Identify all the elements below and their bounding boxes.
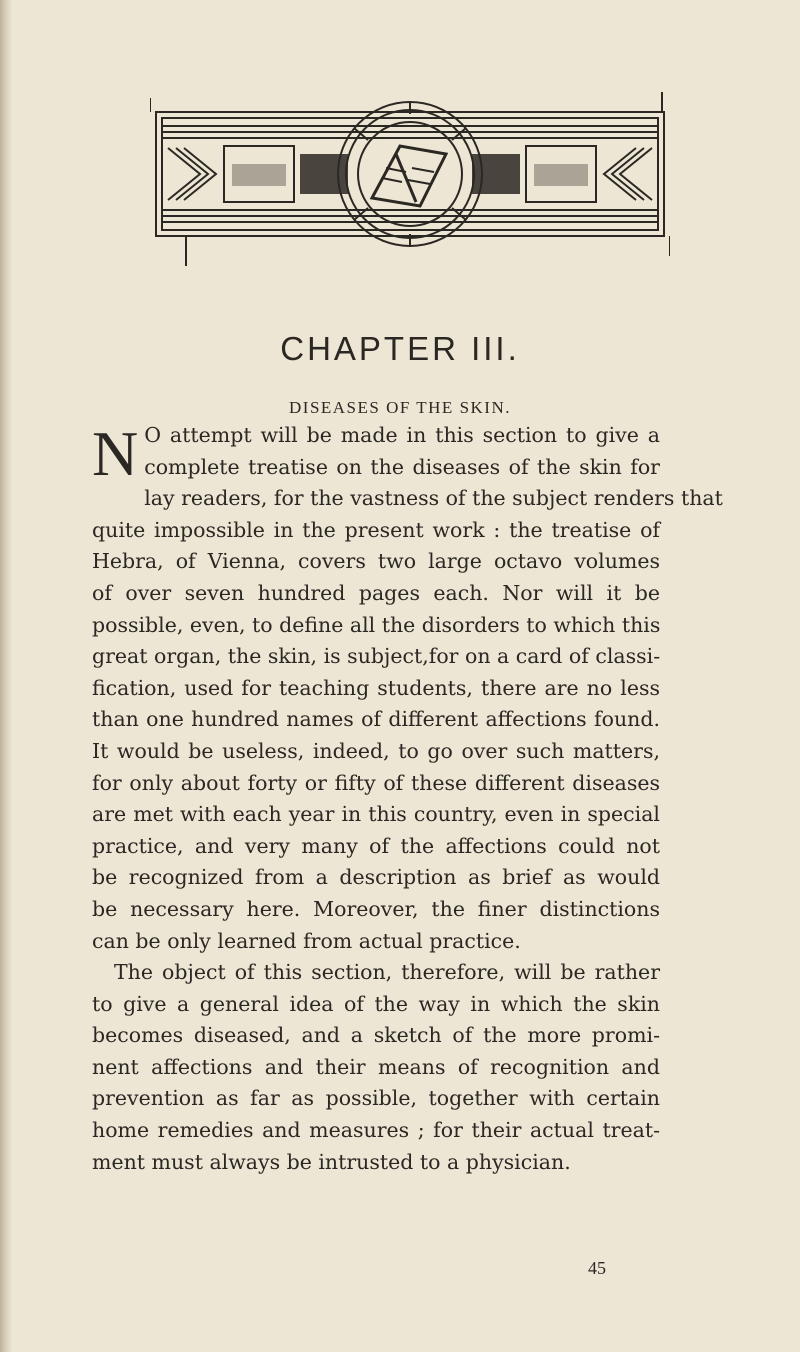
text-line: complete treatise on the diseases of the skin for: [144, 454, 660, 479]
text-line: be recognized from a description as brief as would: [92, 865, 660, 890]
chapter-title: CHAPTER III.: [280, 330, 520, 367]
text-line: can be only learned from actual practice.: [92, 928, 521, 953]
text-line: ment must always be intrusted to a physician.: [92, 1149, 571, 1174]
text-line: It would be useless, indeed, to go over such matters,: [92, 738, 660, 763]
section-title: DISEASES OF THE SKIN.: [289, 398, 511, 417]
text-line: practice, and very many of the affections could not: [92, 833, 660, 858]
text-line: becomes diseased, and a sketch of the more promi-: [92, 1023, 660, 1048]
text-line: nent affections and their means of recognition and: [92, 1054, 660, 1079]
text-line: prevention as far as possible, together with certain: [92, 1086, 660, 1111]
text-line: O attempt will be made in this section to give a: [144, 423, 660, 447]
text-line: be necessary here. Moreover, the finer distinctions: [92, 896, 660, 921]
text-line: than one hundred names of different affections found.: [92, 707, 660, 732]
text-line: possible, even, to define all the disorders to which this: [92, 612, 661, 637]
text-line: to give a general idea of the way in which the skin: [92, 991, 660, 1016]
drop-cap: N: [92, 418, 139, 489]
page-number: 45: [588, 1258, 606, 1278]
body-text: [92, 418, 723, 1178]
text-line: of over seven hundred pages each. Nor will it be: [92, 580, 660, 605]
text-line: for only about forty or fifty of these different diseases: [92, 770, 660, 795]
text-line: quite impossible in the present work : the treatise of: [92, 517, 660, 542]
text-line: great organ, the skin, is subject,for on a card of classi-: [92, 644, 661, 669]
text-line: lay readers, for the vastness of the subject renders that: [144, 486, 723, 511]
page-spine-shadow: [0, 0, 12, 1352]
text-line: The object of this section, therefore, will be rather: [114, 960, 660, 985]
text-line: are met with each year in this country, even in special: [92, 802, 660, 827]
text-line: fication, used for teaching students, there are no less: [92, 675, 660, 700]
text-line: Hebra, of Vienna, covers two large octavo volumes: [92, 549, 660, 574]
text-line: home remedies and measures ; for their actual treat-: [92, 1118, 660, 1143]
ornamental-headpiece: [150, 88, 670, 270]
